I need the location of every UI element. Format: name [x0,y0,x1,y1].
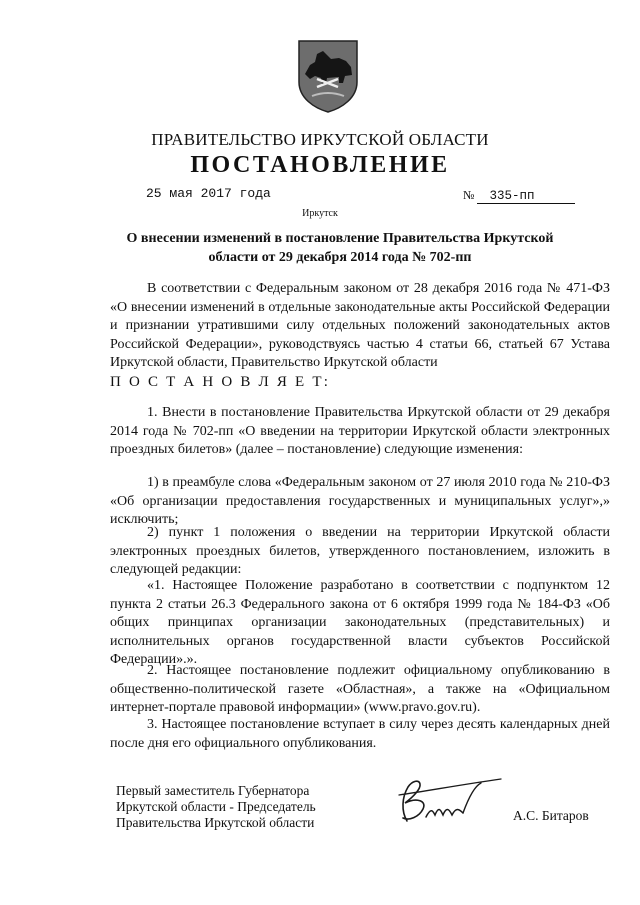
document-heading [80,229,600,267]
signatory-position-line-1: Первый заместитель Губернатора [116,783,310,798]
item-1-2-block [110,524,610,580]
preamble-block [110,280,610,391]
item-1-1-paragraph: 1) в преамбуле слова «Федеральным законом от 27 июля 2010 года № 210-ФЗ «Об организации предоставления государственных и муниципальных услуг»,» исключить; [110,475,610,528]
government-name: ПРАВИТЕЛЬСТВО ИРКУТСКОЙ ОБЛАСТИ [151,130,489,149]
heading-line-2: области от 29 декабря 2014 года № 702-пп [208,250,472,265]
item-3-paragraph: 3. Настоящее постановление вступает в силу через десять календарных дней после дня его официального опубликования. [110,717,610,751]
document-number: 335-пп [477,189,575,204]
document-date: 25 мая 2017 года [146,186,271,201]
number-label: № [463,188,475,202]
item-1-2-paragraph: 2) пункт 1 положения о введении на территории Иркутской области электронных проездных билетов, утвержденного постановлением, изложить в следующей редакции: [110,525,610,578]
item-2-paragraph: 2. Настоящее постановление подлежит официальному опубликованию в общественно-политической газете «Областная», а также на «Официальном интернет-портале правовой информации» (www.pravo.gov.ru). [110,663,610,716]
signatory-name: А.С. Битаров [513,808,589,823]
document-number-row [463,188,575,204]
item-1-paragraph: 1. Внести в постановление Правительства Иркутской области от 29 декабря 2014 года № 702-пп «О введении на территории Иркутской области электронных проездных билетов» (далее – постановление) следующие изменения: [110,405,610,458]
signatory-position [116,783,316,831]
item-2-block [110,662,610,718]
item-1-1-block [110,474,610,530]
decree-word: П О С Т А Н О В Л Я Е Т: [110,373,331,390]
item-1-2-quote-paragraph: «1. Настоящее Положение разработано в соответствии с подпунктом 12 пункта 2 статьи 26.3 Федерального закона от 6 октября 1999 года № 184-ФЗ «Об общих принципах организации законодательных (представительных) и исполнительных органов государственной власти субъектов Российской Федерации».». [110,578,610,668]
item-1-block [110,404,610,460]
item-1-2-quote-block [110,577,610,670]
signatory-position-line-2: Иркутской области - Председатель [116,799,316,814]
document-title: ПОСТАНОВЛЕНИЕ [190,152,450,178]
signatory-position-line-3: Правительства Иркутской области [116,815,315,830]
item-3-block [110,716,610,753]
preamble-paragraph: В соответствии с Федеральным законом от 28 декабря 2016 года № 471-ФЗ «О внесении изменений в отдельные законодательные акты Российской Федерации и признании утратившими силу отдельных положений законодательных актов Российской Федерации», руководствуясь частью 4 статьи 66, статьей 67 Устава Иркутской области, Правительство Иркутской области [110,281,610,371]
irkutsk-coat-of-arms-icon [296,38,360,114]
handwritten-signature-icon [393,771,505,829]
city-name: Иркутск [302,208,338,219]
heading-line-1: О внесении изменений в постановление Правительства Иркутской [126,231,554,246]
